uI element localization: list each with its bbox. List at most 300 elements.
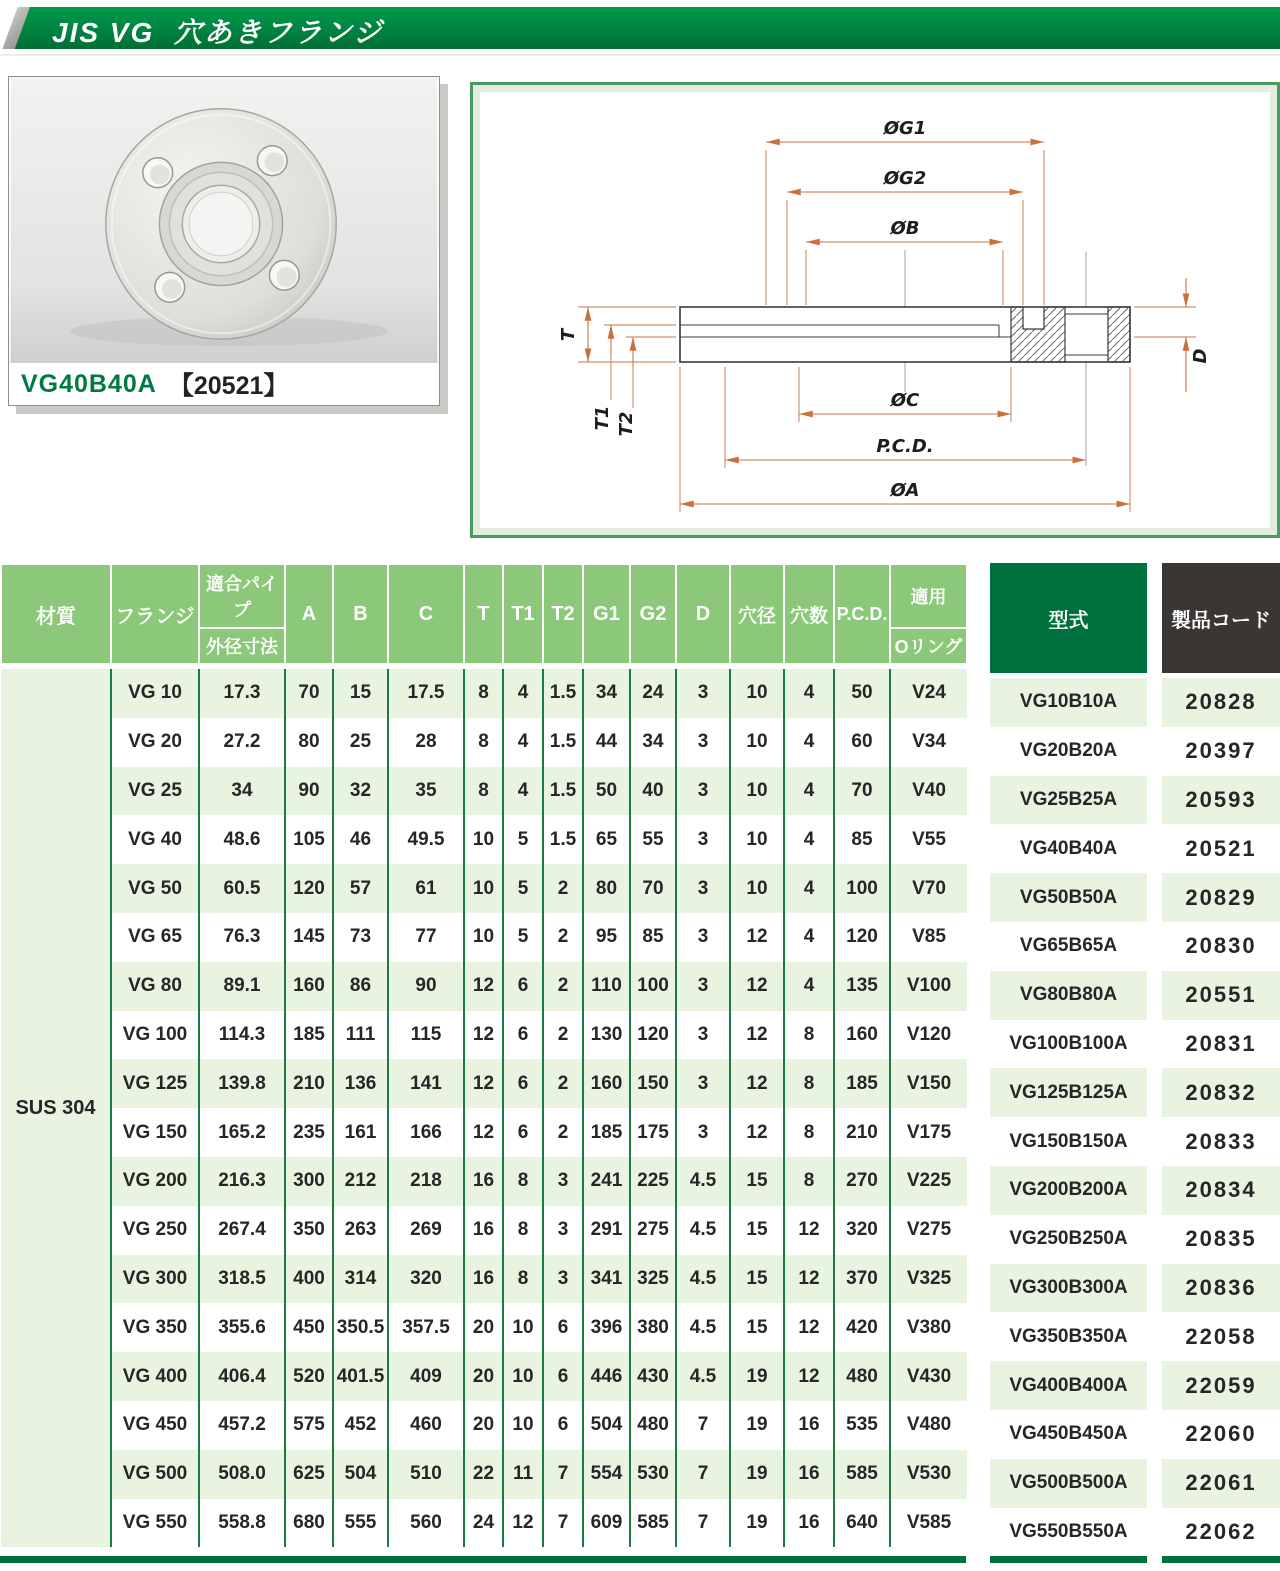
spec-cell: VG 400 [111,1352,199,1401]
spec-cell: 1.5 [543,767,583,816]
product-code-cell: 20830 [1162,922,1280,971]
spec-cell: 457.2 [199,1401,285,1450]
spec-cell: 70 [834,767,890,816]
spec-cell: 10 [730,718,784,767]
header-g2: G2 [630,564,676,664]
header-t2: T2 [543,564,583,664]
spec-cell: VG 250 [111,1206,199,1255]
model-cell: VG10B10A [990,678,1147,727]
spec-cell: 7 [676,1499,730,1548]
spec-cell: 210 [834,1108,890,1157]
spec-cell: 350 [285,1206,333,1255]
spec-cell: V225 [890,1157,967,1206]
spec-cell: 6 [503,1108,543,1157]
spec-cell: 325 [630,1255,676,1304]
header-t: T [464,564,503,664]
spec-cell: 4 [784,669,834,718]
dimension-diagram [480,92,1270,528]
spec-cell: 4 [503,767,543,816]
header-hole-dia: 穴径 [730,564,784,664]
spec-cell: V175 [890,1108,967,1157]
header-g1: G1 [583,564,630,664]
spec-cell: 3 [676,767,730,816]
spec-table-header [1,564,967,664]
spec-cell: 480 [630,1401,676,1450]
model-bottom-bar [990,1556,1147,1563]
spec-cell: 10 [730,669,784,718]
spec-cell: 555 [333,1499,388,1548]
spec-cell: 7 [543,1499,583,1548]
spec-cell: 380 [630,1303,676,1352]
table-bottom-bar [0,1556,966,1563]
spec-cell: 185 [834,1059,890,1108]
spec-cell: 320 [834,1206,890,1255]
spec-cell: 16 [784,1450,834,1499]
dimension-diagram-card [470,82,1280,538]
spec-cell: 4.5 [676,1206,730,1255]
spec-cell: 120 [285,864,333,913]
spec-cell: 3 [676,815,730,864]
header-pipe-top: 適合パイプ [199,564,285,628]
spec-cell: 275 [630,1206,676,1255]
spec-cell: VG 450 [111,1401,199,1450]
spec-cell: 218 [388,1157,464,1206]
header-a: A [285,564,333,664]
header-c: C [388,564,464,664]
spec-cell: 355.6 [199,1303,285,1352]
spec-cell: 4 [784,913,834,962]
spec-cell: 357.5 [388,1303,464,1352]
model-column-body [990,678,1147,1556]
divider [0,54,1280,56]
spec-cell: 34 [583,669,630,718]
spec-cell: 11 [503,1450,543,1499]
table-row [1,1450,967,1499]
header-fit-top: 適用 [890,564,967,628]
spec-cell: 12 [464,962,503,1011]
spec-cell: 10 [730,815,784,864]
product-code-column [1162,563,1280,1556]
spec-cell: 60.5 [199,864,285,913]
spec-cell: 8 [503,1206,543,1255]
spec-cell: 4 [784,767,834,816]
spec-cell: 241 [583,1157,630,1206]
spec-cell: 150 [630,1059,676,1108]
table-row [1,1157,967,1206]
product-code-cell: 22060 [1162,1410,1280,1459]
header-hole-count: 穴数 [784,564,834,664]
product-code-cell: 22062 [1162,1508,1280,1557]
spec-cell: 210 [285,1059,333,1108]
model-cell: VG250B250A [990,1215,1147,1264]
spec-cell: V34 [890,718,967,767]
spec-cell: 90 [388,962,464,1011]
model-cell: VG125B125A [990,1068,1147,1117]
spec-cell: VG 125 [111,1059,199,1108]
spec-cell: 6 [503,1011,543,1060]
spec-cell: 160 [834,1011,890,1060]
product-code-cell: 20593 [1162,776,1280,825]
header-material: 材質 [1,564,111,664]
spec-cell: 625 [285,1450,333,1499]
spec-cell: 7 [676,1401,730,1450]
spec-cell: 15 [730,1255,784,1304]
spec-cell: 446 [583,1352,630,1401]
spec-cell: 10 [503,1352,543,1401]
spec-cell: 80 [583,864,630,913]
spec-cell: 20 [464,1303,503,1352]
model-cell: VG550B550A [990,1508,1147,1557]
table-row [1,864,967,913]
spec-cell: VG 300 [111,1255,199,1304]
spec-cell: VG 10 [111,669,199,718]
spec-cell: 50 [583,767,630,816]
spec-cell: V24 [890,669,967,718]
spec-cell: 12 [784,1255,834,1304]
spec-cell: 504 [583,1401,630,1450]
product-photo-card [8,76,440,406]
spec-cell: 4 [784,718,834,767]
spec-cell: 19 [730,1450,784,1499]
spec-cell: V85 [890,913,967,962]
spec-cell: V120 [890,1011,967,1060]
spec-cell: VG 25 [111,767,199,816]
model-cell: VG80B80A [990,971,1147,1020]
model-cell: VG40B40A [990,824,1147,873]
spec-cell: 12 [730,913,784,962]
spec-cell: 12 [503,1499,543,1548]
spec-cell: 558.8 [199,1499,285,1548]
spec-cell: V40 [890,767,967,816]
product-code-cell: 22059 [1162,1361,1280,1410]
spec-cell: V275 [890,1206,967,1255]
spec-cell: 1.5 [543,815,583,864]
model-cell: VG100B100A [990,1020,1147,1069]
photo-model-label: VG40B40A [21,369,157,398]
table-row [1,718,967,767]
spec-cell: 166 [388,1108,464,1157]
spec-cell: VG 40 [111,815,199,864]
spec-cell: 12 [730,1108,784,1157]
spec-cell: 8 [464,718,503,767]
spec-cell: 5 [503,815,543,864]
spec-cell: 105 [285,815,333,864]
spec-cell: 510 [388,1450,464,1499]
spec-cell: 8 [503,1255,543,1304]
dim-label-g2: ØG2 [883,168,927,189]
spec-cell: 585 [834,1450,890,1499]
spec-cell: 44 [583,718,630,767]
spec-cell: 3 [676,1011,730,1060]
spec-cell: 3 [543,1157,583,1206]
spec-cell: VG 20 [111,718,199,767]
spec-cell: 4.5 [676,1352,730,1401]
spec-cell: 19 [730,1499,784,1548]
spec-cell: 460 [388,1401,464,1450]
spec-cell: VG 500 [111,1450,199,1499]
spec-cell: 40 [630,767,676,816]
product-code-cell: 20833 [1162,1117,1280,1166]
spec-cell: 34 [630,718,676,767]
dim-label-d: D [1190,348,1211,364]
table-row [1,1108,967,1157]
product-code-cell: 20397 [1162,727,1280,776]
spec-cell: 5 [503,913,543,962]
spec-cell: VG 100 [111,1011,199,1060]
spec-cell: 10 [730,864,784,913]
spec-cell: 575 [285,1401,333,1450]
header-product-code: 製品コード [1162,563,1280,673]
spec-cell: 3 [543,1255,583,1304]
spec-cell: 3 [676,1059,730,1108]
spec-cell: 90 [285,767,333,816]
spec-cell: 640 [834,1499,890,1548]
spec-cell: VG 65 [111,913,199,962]
spec-cell: 8 [464,767,503,816]
header-model: 型式 [990,563,1147,673]
spec-cell: 12 [464,1059,503,1108]
table-row [1,1059,967,1108]
spec-cell: 8 [464,669,503,718]
spec-cell: 216.3 [199,1157,285,1206]
spec-cell: 2 [543,864,583,913]
spec-cell: 16 [784,1499,834,1548]
spec-cell: 19 [730,1401,784,1450]
spec-cell: 235 [285,1108,333,1157]
spec-cell: V380 [890,1303,967,1352]
spec-cell: 17.5 [388,669,464,718]
spec-cell: 3 [676,718,730,767]
spec-cell: 60 [834,718,890,767]
spec-cell: 57 [333,864,388,913]
spec-cell: 370 [834,1255,890,1304]
spec-cell: 141 [388,1059,464,1108]
spec-cell: 120 [630,1011,676,1060]
dim-label-t: T [558,328,579,342]
spec-cell: 504 [333,1450,388,1499]
spec-cell: 585 [630,1499,676,1548]
spec-cell: 95 [583,913,630,962]
spec-cell: 185 [285,1011,333,1060]
spec-cell: 120 [834,913,890,962]
spec-cell: 8 [784,1011,834,1060]
spec-cell: 76.3 [199,913,285,962]
spec-cell: 77 [388,913,464,962]
spec-cell: 7 [543,1450,583,1499]
spec-cell: 80 [285,718,333,767]
model-cell: VG500B500A [990,1459,1147,1508]
page-title: JIS VG 穴あきフランジ [52,17,384,48]
header-t1: T1 [503,564,543,664]
spec-cell: 22 [464,1450,503,1499]
spec-cell: VG 150 [111,1108,199,1157]
spec-cell: 8 [784,1059,834,1108]
spec-cell: 48.6 [199,815,285,864]
header-pipe-bottom: 外径寸法 [199,628,285,664]
spec-cell: 160 [285,962,333,1011]
spec-cell: 85 [834,815,890,864]
spec-cell: 130 [583,1011,630,1060]
spec-cell: 225 [630,1157,676,1206]
spec-cell: 86 [333,962,388,1011]
spec-cell: V55 [890,815,967,864]
product-code-cell: 20551 [1162,971,1280,1020]
spec-cell: 12 [730,1011,784,1060]
spec-cell: 5 [503,864,543,913]
product-code-cell: 20521 [1162,824,1280,873]
spec-cell: 16 [464,1255,503,1304]
section-hatch-right [1108,307,1130,362]
spec-cell: 508.0 [199,1450,285,1499]
spec-cell: 32 [333,767,388,816]
header-pcd: P.C.D. [834,564,890,664]
spec-cell: 6 [503,1059,543,1108]
table-row [1,767,967,816]
spec-cell: 20 [464,1352,503,1401]
model-cell: VG350B350A [990,1312,1147,1361]
spec-cell: 61 [388,864,464,913]
spec-cell: 12 [784,1303,834,1352]
product-code-cell: 20828 [1162,678,1280,727]
spec-cell: 6 [543,1352,583,1401]
spec-cell: 263 [333,1206,388,1255]
model-column [990,563,1147,1556]
spec-cell: 2 [543,1011,583,1060]
product-code-cell: 22058 [1162,1312,1280,1361]
spec-cell: V100 [890,962,967,1011]
model-cell: VG25B25A [990,776,1147,825]
model-cell: VG20B20A [990,727,1147,776]
table-row [1,1303,967,1352]
product-code-cell: 20835 [1162,1215,1280,1264]
spec-cell: 15 [730,1157,784,1206]
dim-label-t1: T1 [592,405,613,431]
code-bottom-bar [1162,1556,1280,1563]
spec-table-body [1,664,967,1547]
product-code-cell: 20829 [1162,873,1280,922]
spec-cell: 4.5 [676,1303,730,1352]
spec-cell: 175 [630,1108,676,1157]
table-row [1,1206,967,1255]
spec-cell: 10 [464,913,503,962]
spec-cell: 12 [730,962,784,1011]
spec-cell: VG 350 [111,1303,199,1352]
spec-cell: 16 [464,1157,503,1206]
spec-cell: 291 [583,1206,630,1255]
spec-cell: 20 [464,1401,503,1450]
spec-cell: 3 [676,962,730,1011]
spec-cell: 85 [630,913,676,962]
spec-cell: 452 [333,1401,388,1450]
spec-cell: VG 80 [111,962,199,1011]
title-bar [0,7,1280,49]
spec-cell: 4.5 [676,1157,730,1206]
model-cell: VG450B450A [990,1410,1147,1459]
spec-cell: 6 [503,962,543,1011]
spec-cell: 6 [543,1303,583,1352]
spec-cell: 17.3 [199,669,285,718]
spec-cell: 3 [676,1108,730,1157]
table-row [1,669,967,718]
spec-cell: 12 [464,1011,503,1060]
spec-cell: 3 [676,864,730,913]
spec-cell: 269 [388,1206,464,1255]
spec-cell: 34 [199,767,285,816]
spec-cell: 10 [503,1303,543,1352]
spec-cell: 8 [784,1108,834,1157]
spec-cell: 19 [730,1352,784,1401]
table-row [1,962,967,1011]
dim-label-g1: ØG1 [883,118,927,139]
spec-cell: 12 [464,1108,503,1157]
spec-cell: V70 [890,864,967,913]
spec-cell: 50 [834,669,890,718]
header-flange: フランジ [111,564,199,664]
spec-cell: 270 [834,1157,890,1206]
spec-cell: 3 [543,1206,583,1255]
spec-cell: V325 [890,1255,967,1304]
spec-cell: VG 550 [111,1499,199,1548]
table-row [1,1401,967,1450]
spec-cell: 406.4 [199,1352,285,1401]
spec-cell: 24 [464,1499,503,1548]
spec-cell: 4 [503,669,543,718]
product-code-cell: 20831 [1162,1020,1280,1069]
spec-cell: 341 [583,1255,630,1304]
spec-cell: V480 [890,1401,967,1450]
spec-cell: 12 [784,1206,834,1255]
photo-caption [9,363,439,405]
model-cell: VG400B400A [990,1361,1147,1410]
spec-cell: 350.5 [333,1303,388,1352]
spec-cell: V150 [890,1059,967,1108]
spec-cell: 554 [583,1450,630,1499]
spec-cell: V430 [890,1352,967,1401]
spec-table [0,563,968,1547]
spec-cell: 35 [388,767,464,816]
spec-cell: 300 [285,1157,333,1206]
spec-cell: 4.5 [676,1255,730,1304]
spec-cell: 400 [285,1255,333,1304]
spec-cell: 136 [333,1059,388,1108]
table-row [1,815,967,864]
dim-label-a: ØA [890,480,920,501]
spec-cell: 318.5 [199,1255,285,1304]
spec-cell: 10 [730,767,784,816]
spec-cell: VG 200 [111,1157,199,1206]
table-row [1,1011,967,1060]
table-row [1,1499,967,1548]
spec-cell: 4 [784,815,834,864]
spec-cell: 65 [583,815,630,864]
model-cell: VG65B65A [990,922,1147,971]
spec-cell: 320 [388,1255,464,1304]
header-fit-bottom: Oリング [890,628,967,664]
spec-cell: 100 [834,864,890,913]
spec-cell: 100 [630,962,676,1011]
product-code-cell: 22061 [1162,1459,1280,1508]
spec-cell: 409 [388,1352,464,1401]
spec-cell: 12 [784,1352,834,1401]
spec-cell: 560 [388,1499,464,1548]
spec-cell: 145 [285,913,333,962]
model-cell: VG200B200A [990,1166,1147,1215]
product-code-column-body [1162,678,1280,1556]
header-b: B [333,564,388,664]
spec-cell: 314 [333,1255,388,1304]
product-photo [9,77,439,363]
spec-cell: 12 [730,1059,784,1108]
